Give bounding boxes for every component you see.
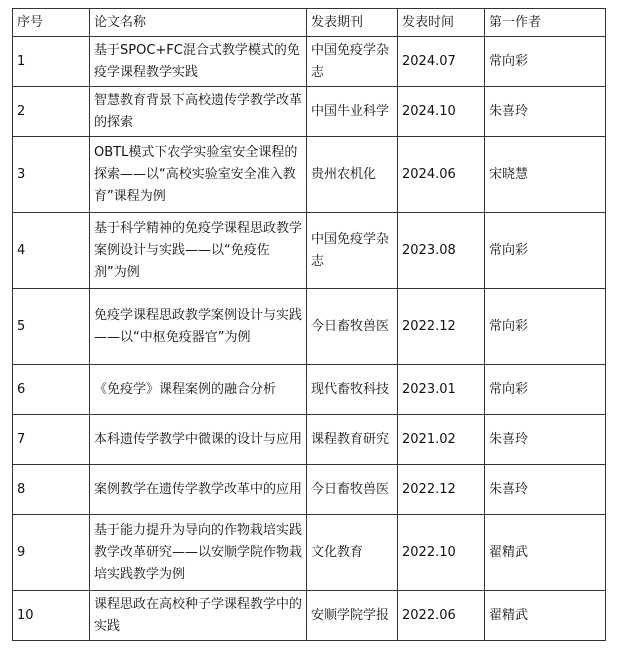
no-cell: 8 <box>13 465 90 515</box>
author-cell: 常向彩 <box>485 37 606 87</box>
title-cell: 基于SPOC+FC混合式教学模式的免疫学课程教学实践 <box>90 37 307 87</box>
author-cell: 朱喜玲 <box>485 415 606 465</box>
table-header-row <box>13 9 606 37</box>
author-cell: 宋晓慧 <box>485 137 606 213</box>
date-cell: 2023.01 <box>398 365 485 415</box>
no-cell: 1 <box>13 37 90 87</box>
title-cell: 基于科学精神的免疫学课程思政教学案例设计与实践——以“免疫佐剂”为例 <box>90 213 307 289</box>
table-row <box>13 37 606 87</box>
author-cell: 翟精武 <box>485 591 606 641</box>
header-cell-no: 序号 <box>13 9 90 37</box>
journal-cell: 今日畜牧兽医 <box>307 465 398 515</box>
title-cell: 基于能力提升为导向的作物栽培实践教学改革研究——以安顺学院作物栽培实践教学为例 <box>90 515 307 591</box>
no-cell: 3 <box>13 137 90 213</box>
no-cell: 5 <box>13 289 90 365</box>
date-cell: 2022.12 <box>398 289 485 365</box>
date-cell: 2024.10 <box>398 87 485 137</box>
no-cell: 4 <box>13 213 90 289</box>
journal-cell: 中国免疫学杂志 <box>307 37 398 87</box>
no-cell: 7 <box>13 415 90 465</box>
date-cell: 2023.08 <box>398 213 485 289</box>
date-cell: 2022.12 <box>398 465 485 515</box>
table-row <box>13 213 606 289</box>
table-row <box>13 415 606 465</box>
no-cell: 2 <box>13 87 90 137</box>
table-row <box>13 289 606 365</box>
journal-cell: 文化教育 <box>307 515 398 591</box>
header-cell-journal: 发表期刊 <box>307 9 398 37</box>
author-cell: 翟精武 <box>485 515 606 591</box>
journal-cell: 今日畜牧兽医 <box>307 289 398 365</box>
date-cell: 2022.10 <box>398 515 485 591</box>
journal-cell: 贵州农机化 <box>307 137 398 213</box>
author-cell: 常向彩 <box>485 213 606 289</box>
date-cell: 2024.06 <box>398 137 485 213</box>
author-cell: 常向彩 <box>485 365 606 415</box>
title-cell: 《免疫学》课程案例的融合分析 <box>90 365 307 415</box>
table-row <box>13 591 606 641</box>
journal-cell: 中国免疫学杂志 <box>307 213 398 289</box>
header-cell-title: 论文名称 <box>90 9 307 37</box>
author-cell: 朱喜玲 <box>485 465 606 515</box>
title-cell: 免疫学课程思政教学案例设计与实践——以“中枢免疫器官”为例 <box>90 289 307 365</box>
no-cell: 6 <box>13 365 90 415</box>
title-cell: 课程思政在高校种子学课程教学中的实践 <box>90 591 307 641</box>
paper-list-table <box>12 8 606 641</box>
journal-cell: 中国牛业科学 <box>307 87 398 137</box>
title-cell: 本科遗传学教学中微课的设计与应用 <box>90 415 307 465</box>
author-cell: 朱喜玲 <box>485 87 606 137</box>
date-cell: 2022.06 <box>398 591 485 641</box>
no-cell: 9 <box>13 515 90 591</box>
title-cell: OBTL模式下农学实验室安全课程的探索——以“高校实验室安全准入教育”课程为例 <box>90 137 307 213</box>
header-cell-date: 发表时间 <box>398 9 485 37</box>
date-cell: 2024.07 <box>398 37 485 87</box>
no-cell: 10 <box>13 591 90 641</box>
table-row <box>13 137 606 213</box>
date-cell: 2021.02 <box>398 415 485 465</box>
author-cell: 常向彩 <box>485 289 606 365</box>
table-row <box>13 87 606 137</box>
journal-cell: 现代畜牧科技 <box>307 365 398 415</box>
table-row <box>13 515 606 591</box>
title-cell: 案例教学在遗传学教学改革中的应用 <box>90 465 307 515</box>
table-body <box>13 9 606 641</box>
header-cell-author: 第一作者 <box>485 9 606 37</box>
title-cell: 智慧教育背景下高校遗传学教学改革的探索 <box>90 87 307 137</box>
journal-cell: 安顺学院学报 <box>307 591 398 641</box>
table-row <box>13 365 606 415</box>
journal-cell: 课程教育研究 <box>307 415 398 465</box>
table-row <box>13 465 606 515</box>
